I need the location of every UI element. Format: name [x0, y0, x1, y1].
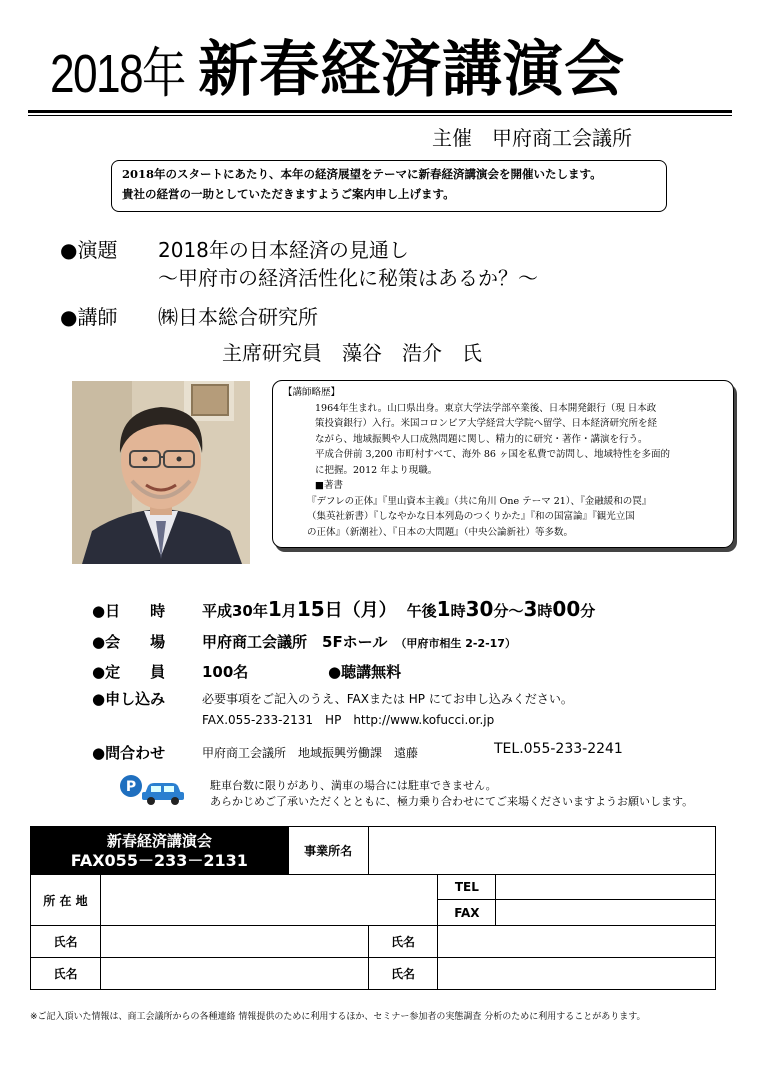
intro-line-2: 貴社の経営の一助としていただきますようご案内申し上げます。: [122, 187, 455, 201]
schedule-day: 15: [296, 597, 325, 621]
company-label: 事業所名: [288, 827, 368, 875]
parking-line-1: 駐車台数に限りがあり、満車の場合には駐車できません。: [210, 779, 497, 792]
schedule-month: 1: [267, 597, 282, 621]
fee-note: ●聴講無料: [328, 663, 402, 681]
title-main: 新春経済講演会: [198, 35, 626, 105]
title-year: 2018年: [50, 44, 185, 104]
schedule-end-min: 00: [552, 597, 581, 621]
company-field[interactable]: [368, 827, 715, 875]
schedule-end-hour: 3: [523, 597, 538, 621]
name-label: 氏名: [368, 958, 438, 990]
contact-label: ●問合わせ: [92, 744, 166, 762]
contact-value: 甲府商工会議所 地域振興労働課 遠藤: [202, 746, 419, 760]
title-rule: [28, 110, 732, 113]
schedule-min-unit: 分～: [493, 602, 524, 620]
schedule-pm: 午後: [406, 602, 437, 620]
name-field[interactable]: [100, 958, 368, 990]
address-field[interactable]: [100, 875, 438, 926]
footnote: ※ご記入頂いた情報は、商工会議所からの各種連絡 情報提供のために利用するほか、セミナー参加者の実態調査 分析のために利用することがあります。: [30, 1012, 646, 1022]
name-label: 氏名: [31, 926, 101, 958]
apply-label: ●申し込み: [92, 690, 166, 708]
schedule-label: ●日 時: [92, 602, 166, 620]
capacity-label: ●定 員: [92, 663, 166, 681]
topic-line-2: ～甲府市の経済活性化に秘策はあるか？～: [158, 266, 538, 290]
page-title: [50, 22, 740, 108]
title-rule-thin: [28, 115, 732, 116]
contact-tel: TEL.055-233-2241: [494, 741, 623, 757]
bio-books-heading: ■著書: [315, 480, 343, 491]
registration-form: [30, 826, 716, 990]
fax-field[interactable]: [496, 900, 716, 926]
name-label: 氏名: [368, 926, 438, 958]
bio-line: 1964年生まれ。山口県出身。東京大学法学部卒業後、日本開発銀行（現 日本政: [315, 402, 657, 414]
schedule-month-unit: 月: [281, 602, 297, 620]
bio-book-line: （集英社新書）『しなやかな日本列島のつくりかた』『和の国富論』『観光立国: [307, 511, 635, 522]
schedule-hour-unit: 時: [450, 602, 466, 620]
form-header: [31, 827, 289, 875]
bio-line: ながら、地域振興や人口成熟問題に関し、精力的に研究・著作・講演を行う。: [315, 433, 648, 445]
venue-address: （甲府市相生 2-2-17）: [395, 637, 516, 650]
schedule-era: 平成30年: [202, 602, 268, 620]
schedule-row: [92, 596, 595, 622]
topic-line-1: 2018年の日本経済の見通し: [158, 238, 409, 262]
intro-box: [111, 160, 667, 212]
schedule-hour-unit: 時: [537, 602, 553, 620]
intro-line-1: 2018年のスタートにあたり、本年の経済展望をテーマに新春経済講演会を開催いたします。: [122, 167, 602, 181]
name-field[interactable]: [438, 926, 716, 958]
bio-line: 策投資銀行）入行。米国コロンビア大学経営大学院へ留学、日本経済研究所を経: [315, 418, 658, 429]
tel-label: TEL: [438, 875, 496, 900]
bio-line: に把握。2012 年より現職。: [315, 464, 438, 476]
lecturer-name: 主席研究員 藻谷 浩介 氏: [222, 341, 482, 365]
bio-line: 平成合併前 3,200 市町村すべて、海外 86 ヶ国を私費で訪問し、地域特性を多面的: [315, 449, 670, 460]
venue-row: [92, 631, 516, 652]
lecturer-org: ㈱日本総合研究所: [158, 305, 318, 329]
address-label: 所 在 地: [31, 875, 101, 926]
apply-line-1: 必要事項をご記入のうえ、FAXまたは HP にてお申し込みください。: [202, 692, 573, 706]
lecturer-photo: [72, 381, 250, 564]
schedule-day-unit: 日（月）: [324, 600, 397, 621]
apply-line-2: FAX.055-233-2131 HP http://www.kofucci.or.jp: [202, 713, 495, 727]
schedule-start-hour: 1: [436, 597, 451, 621]
lecturer-bio: [272, 380, 734, 548]
venue-label: ●会 場: [92, 633, 166, 651]
name-field[interactable]: [438, 958, 716, 990]
fax-label: FAX: [438, 900, 496, 926]
name-field[interactable]: [100, 926, 368, 958]
car-icon: [118, 772, 186, 810]
form-header-title: 新春経済講演会: [106, 831, 212, 850]
lecturer-label: ●講師: [60, 305, 118, 329]
capacity-row: [92, 661, 401, 682]
schedule-min-unit: 分: [580, 602, 596, 620]
venue-name: 甲府商工会議所 5Fホール: [202, 633, 388, 651]
capacity-value: 100名: [202, 663, 249, 681]
bio-book-line: 『デフレの正体』『里山資本主義』（共に角川 One テーマ 21）、『金融緩和の罠』: [307, 495, 652, 507]
parking-line-2: あらかじめご了承いただくとともに、極力乗り合わせにてご来場くださいますようお願いします。: [210, 795, 694, 808]
organizer: 主催 甲府商工会議所: [432, 126, 632, 150]
bio-book-line: の正体』（新潮社）、『日本の大問題』（中央公論新社）等多数。: [307, 526, 574, 538]
bio-heading: 【講師略歴】: [283, 387, 341, 398]
tel-field[interactable]: [496, 875, 716, 900]
name-label: 氏名: [31, 958, 101, 990]
form-header-fax: FAX055－233－2131: [70, 850, 248, 870]
parking-letter: P: [125, 779, 137, 795]
topic-label: ●演題: [60, 238, 118, 262]
schedule-start-min: 30: [465, 597, 494, 621]
